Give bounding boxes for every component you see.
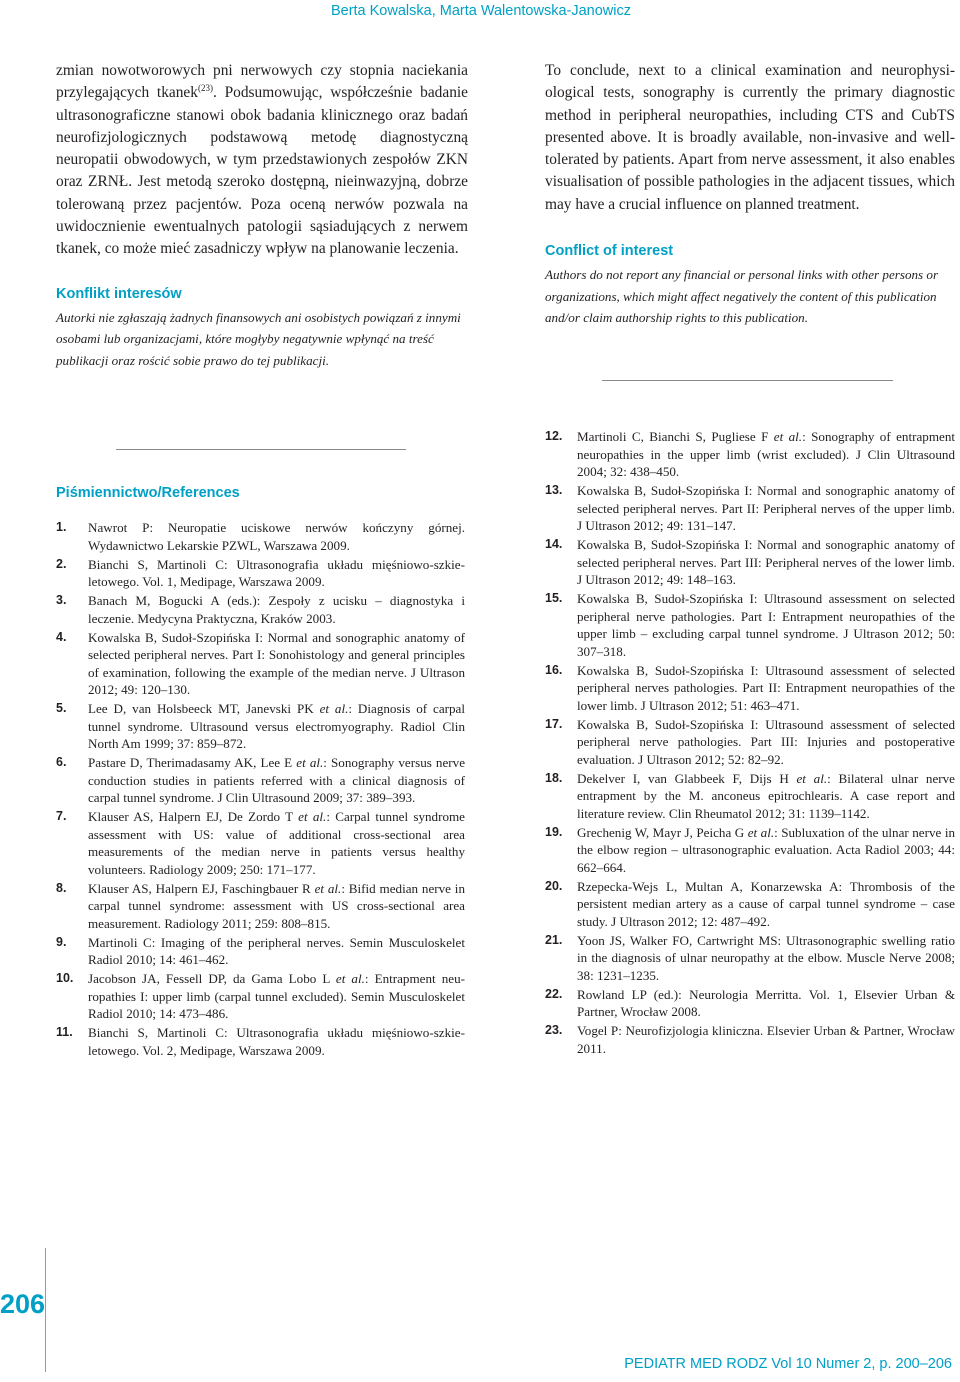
reference-text: Bianchi S, Martinoli C: Ultrasonografia układu mięśniowo-szkieletowego. Vol. 2, Medipage, Warszawa 2009. — [88, 1025, 465, 1058]
reference-text: Rzepecka-Wejs L, Multan A, Konarzewska A: Thrombosis of the persistent median artery as a cause of carpal tunnel syndrome – case study. J Ultrason 2012; 12: 487–492. — [577, 878, 955, 929]
reference-item — [545, 662, 955, 715]
reference-text-cont: : Bilateral ulnar nerve entrapment by the M. anconeus epitrochlearis. A case report and literature review. Clin Rheumatol 2012; 31: 1139–1142. — [577, 770, 955, 821]
reference-number: 20. — [545, 878, 563, 893]
left-column — [56, 60, 468, 371]
reference-item — [545, 770, 955, 823]
reference-et-al: et al. — [296, 755, 324, 770]
reference-item — [56, 970, 465, 1023]
reference-number: 21. — [545, 932, 563, 947]
reference-item — [545, 536, 955, 589]
reference-text: Kowalska B, Sudoł-Szopińska I: Ultrasound assessment of selected peripheral nerve pathologies. Part III: Injuries and postoperative evaluation. J Ultrason 2012; 52: 82–92. — [577, 716, 955, 767]
reference-text-cont: : Sonography of entrapment neuropathies in the upper limb (wrist excluded). J Clin Ultrasound 2004; 32: 438–450. — [577, 429, 956, 479]
reference-number: 16. — [545, 662, 563, 677]
reference-text: Jacobson JA, Fessell DP, da Gama Lobo L — [88, 971, 336, 986]
page-number: 206 — [0, 1289, 46, 1319]
reference-number: 18. — [545, 770, 563, 785]
reference-number: 6. — [56, 755, 67, 769]
reference-text-cont: : Diagnosis of carpal tunnel syndrome. Ultrasound versus electromyography. Radiol Clin North Am 1999; 37: 859–872. — [88, 701, 465, 751]
reference-text: Yoon JS, Walker FO, Cartwright MS: Ultrasonographic swelling ratio in the diagnosis of ulnar neuropathy at the elbow. Muscle Nerve 2008; 38: 1231–1235. — [577, 932, 955, 983]
reference-item — [545, 590, 955, 660]
reference-item — [56, 1024, 465, 1059]
reference-item — [56, 754, 465, 807]
reference-number: 13. — [545, 483, 563, 497]
reference-number: 7. — [56, 809, 67, 823]
reference-item — [56, 934, 465, 969]
reference-et-al: et al. — [298, 809, 327, 824]
reference-text: Lee D, van Holsbeeck MT, Janevski PK — [88, 701, 320, 716]
reference-item — [56, 556, 465, 591]
reference-text: Klauser AS, Halpern EJ, De Zordo T — [88, 809, 299, 824]
reference-item — [545, 986, 955, 1021]
reference-number: 14. — [545, 537, 563, 551]
reference-text: Vogel P: Neurofizjologia kliniczna. Elsevier Urban & Partner, Wrocław 2011. — [577, 1023, 955, 1056]
reference-text: Pastare D, Therimadasamy AK, Lee E — [88, 755, 297, 770]
page-number-rule — [45, 1248, 46, 1372]
reference-item — [56, 808, 465, 878]
reference-et-al: et al. — [796, 770, 828, 786]
reference-item — [545, 482, 955, 535]
references-heading: Piśmiennictwo/References — [56, 485, 240, 501]
reference-text: Kowalska B, Sudoł-Szopińska I: Ultrasound assessment on selected peripheral nerve pathologies. Part I: Entrapment neuropathies of the upper limb – excluding carpal tunnel syndrome. J Ultrason 2012; 50: 307–318. — [577, 591, 955, 659]
coi-text-en: Authors do not report any financial or personal links with other persons or organizations, which might affect negatively the content of this publication and/or claim authorship rights to this publication. — [545, 267, 939, 326]
reference-item — [545, 716, 955, 769]
reference-number: 23. — [545, 1023, 563, 1037]
reference-et-al: et al. — [319, 701, 349, 716]
reference-number: 10. — [56, 971, 74, 985]
reference-text-cont: : Entrapment neuropathies I: upper limb (carpal tunnel excluded). Semin Musculoskelet Radiol 2010; 14: 473–486. — [88, 971, 465, 1021]
coi-heading-en: Conflict of interest — [545, 243, 674, 260]
reference-number: 5. — [56, 701, 67, 715]
reference-text-cont: : Carpal tunnel syndrome assessment with US: value of additional cross-sectional area measurements of the median nerve in patients versus healthy volunteers. Radiology 2009; 250: 171–177. — [88, 809, 465, 877]
reference-text: Grechenig W, Mayr J, Peicha G — [577, 824, 748, 840]
reference-item — [545, 878, 955, 931]
reference-number: 17. — [545, 716, 563, 731]
reference-number: 9. — [56, 934, 67, 949]
reference-text: Banach M, Bogucki A (eds.): Zespoły z ucisku – diagnostyka i leczenie. Medycyna Praktyczna, Kraków 2003. — [88, 593, 465, 626]
reference-item — [56, 700, 465, 753]
citation-superscript: (23) — [197, 83, 213, 94]
section-divider-left — [116, 449, 406, 450]
reference-number: 22. — [545, 986, 563, 1001]
references-list-left — [56, 519, 465, 1061]
reference-number: 8. — [56, 880, 67, 895]
section-divider-right — [602, 380, 893, 381]
reference-number: 11. — [56, 1025, 73, 1039]
reference-item — [56, 880, 465, 933]
reference-text: Rowland LP (ed.): Neurologia Merritta. Vol. 1, Elsevier Urban & Partner, Wrocław 2008. — [577, 986, 955, 1019]
reference-item — [545, 428, 955, 481]
reference-text-cont: : Subluxation of the ulnar nerve in the elbow region – ultrasonographic evaluation. Acta Radiol 2003; 44: 662–664. — [577, 824, 956, 875]
reference-text-cont: : Sonography versus nerve conduction studies in patients referred with a clinical diagnosis of carpal tunnel syndrome. J Clin Ultrasound 2009; 37: 389–393. — [88, 755, 466, 805]
reference-item — [56, 519, 465, 554]
reference-text: Kowalska B, Sudoł-Szopińska I: Ultrasound assessment of selected peripheral nerves pathologies. Part II: Entrapment neuropathies of the lower limb. J Ultrason 2012; 51: 463–471. — [577, 662, 955, 713]
reference-text: Kowalska B, Sudoł-Szopińska I: Normal and sonographic anatomy of selected peripheral nerves. Part II: Peripheral nerves of the upper limb. J Ultrason 2012; 49: 131–147. — [577, 483, 955, 533]
reference-number: 4. — [56, 629, 67, 644]
reference-text-cont: : Bifid median nerve in carpal tunnel syndrome: assessment with US cross-sectional area measurement. Radiology 2011; 259: 808–815. — [88, 880, 465, 931]
reference-number: 3. — [56, 593, 67, 607]
reference-item — [56, 592, 465, 627]
reference-item — [545, 932, 955, 985]
journal-footer: PEDIATR MED RODZ Vol 10 Numer 2, p. 200–206 — [624, 1356, 952, 1372]
right-column — [545, 60, 955, 329]
reference-number: 1. — [56, 520, 67, 534]
reference-number: 19. — [545, 824, 563, 839]
reference-item — [56, 629, 465, 699]
reference-text: Martinoli C, Bianchi S, Pugliese F — [577, 429, 774, 444]
running-head: Berta Kowalska, Marta Walentowska-Janowicz — [330, 3, 631, 19]
references-list-right — [545, 428, 955, 1059]
reference-number: 15. — [545, 591, 563, 605]
reference-item — [545, 1022, 955, 1057]
reference-text: Nawrot P: Neuropatie uciskowe nerwów kończyny górnej. Wydawnictwo Lekarskie PZWL, Warszawa 2009. — [88, 520, 465, 553]
reference-et-al: et al. — [773, 429, 803, 444]
reference-text: Martinoli C: Imaging of the peripheral nerves. Semin Musculoskelet Radiol 2010; 14: 461–462. — [88, 934, 465, 967]
reference-number: 2. — [56, 556, 67, 571]
reference-et-al: et al. — [747, 824, 775, 840]
reference-et-al: et al. — [335, 971, 365, 986]
reference-item — [545, 824, 955, 877]
reference-text: Kowalska B, Sudoł-Szopińska I: Normal and sonographic anatomy of selected peripheral nerves. Part III: Peripheral nerves of the lower limb. J Ultrason 2012; 49: 148–163. — [577, 537, 955, 587]
conclusion-paragraph-pl: zmian nowotworowych pni nerwowych czy stopnia naciekania przylegających tkanek$^{(23)}$. Podsumowując, współcześnie badanie ultrasonograficzne stanowi obok badania klinicznego oraz badań neurofizjologicznych podstawową metodę diagnostyczną neuropatii obwodowych, w tym przedstawionych zespołów ZKN oraz ZRNŁ. Jest metodą szeroko dostępną, nieinwazyjną, dobrze tolerowaną przez pacjentów. Poza oceną nerwów pozwala na uwidocznienie ewentualnych patologii sąsiadujących z nerwem tkanek, co może mieć zasadniczy wpływ na planowanie leczenia. — [56, 62, 469, 258]
reference-number: 12. — [545, 429, 563, 443]
reference-text: Kowalska B, Sudoł-Szopińska I: Normal and sonographic anatomy of selected peripheral nerves. Part I: Sonohistology and general principles of examination, following the example of the median nerve. J Ultrason 2012; 49: 120–130. — [88, 629, 465, 697]
conclusion-paragraph-en: To conclude, next to a clinical examination and neurophysiological tests, sonography is currently the primary diagnostic method in peripheral neuropathies, including CTS and CubTS presented above. It is broadly available, non-invasive and well-tolerated by patients. Apart from nerve assessment, it also enables visualisation of possible pathologies in the adjacent tissues, which may have a crucial influence on planned treatment. — [545, 62, 955, 213]
coi-heading-pl: Konflikt interesów — [56, 285, 182, 302]
reference-text: Dekelver I, van Glabbeek F, Dijs H — [577, 770, 797, 786]
reference-text: Klauser AS, Halpern EJ, Faschingbauer R — [88, 880, 315, 896]
reference-et-al: et al. — [314, 880, 342, 896]
coi-text-pl: Autorki nie zgłaszają żadnych finansowych ani osobistych powiązań z innymi osobami lub organizacjami, które mogłyby negatywnie wpłynąć na treść publikacji oraz rościć sobie prawo do tej publikacji. — [56, 309, 461, 368]
reference-text: Bianchi S, Martinoli C: Ultrasonografia układu mięśniowo-szkieletowego. Vol. 1, Medipage, Warszawa 2009. — [88, 556, 465, 589]
